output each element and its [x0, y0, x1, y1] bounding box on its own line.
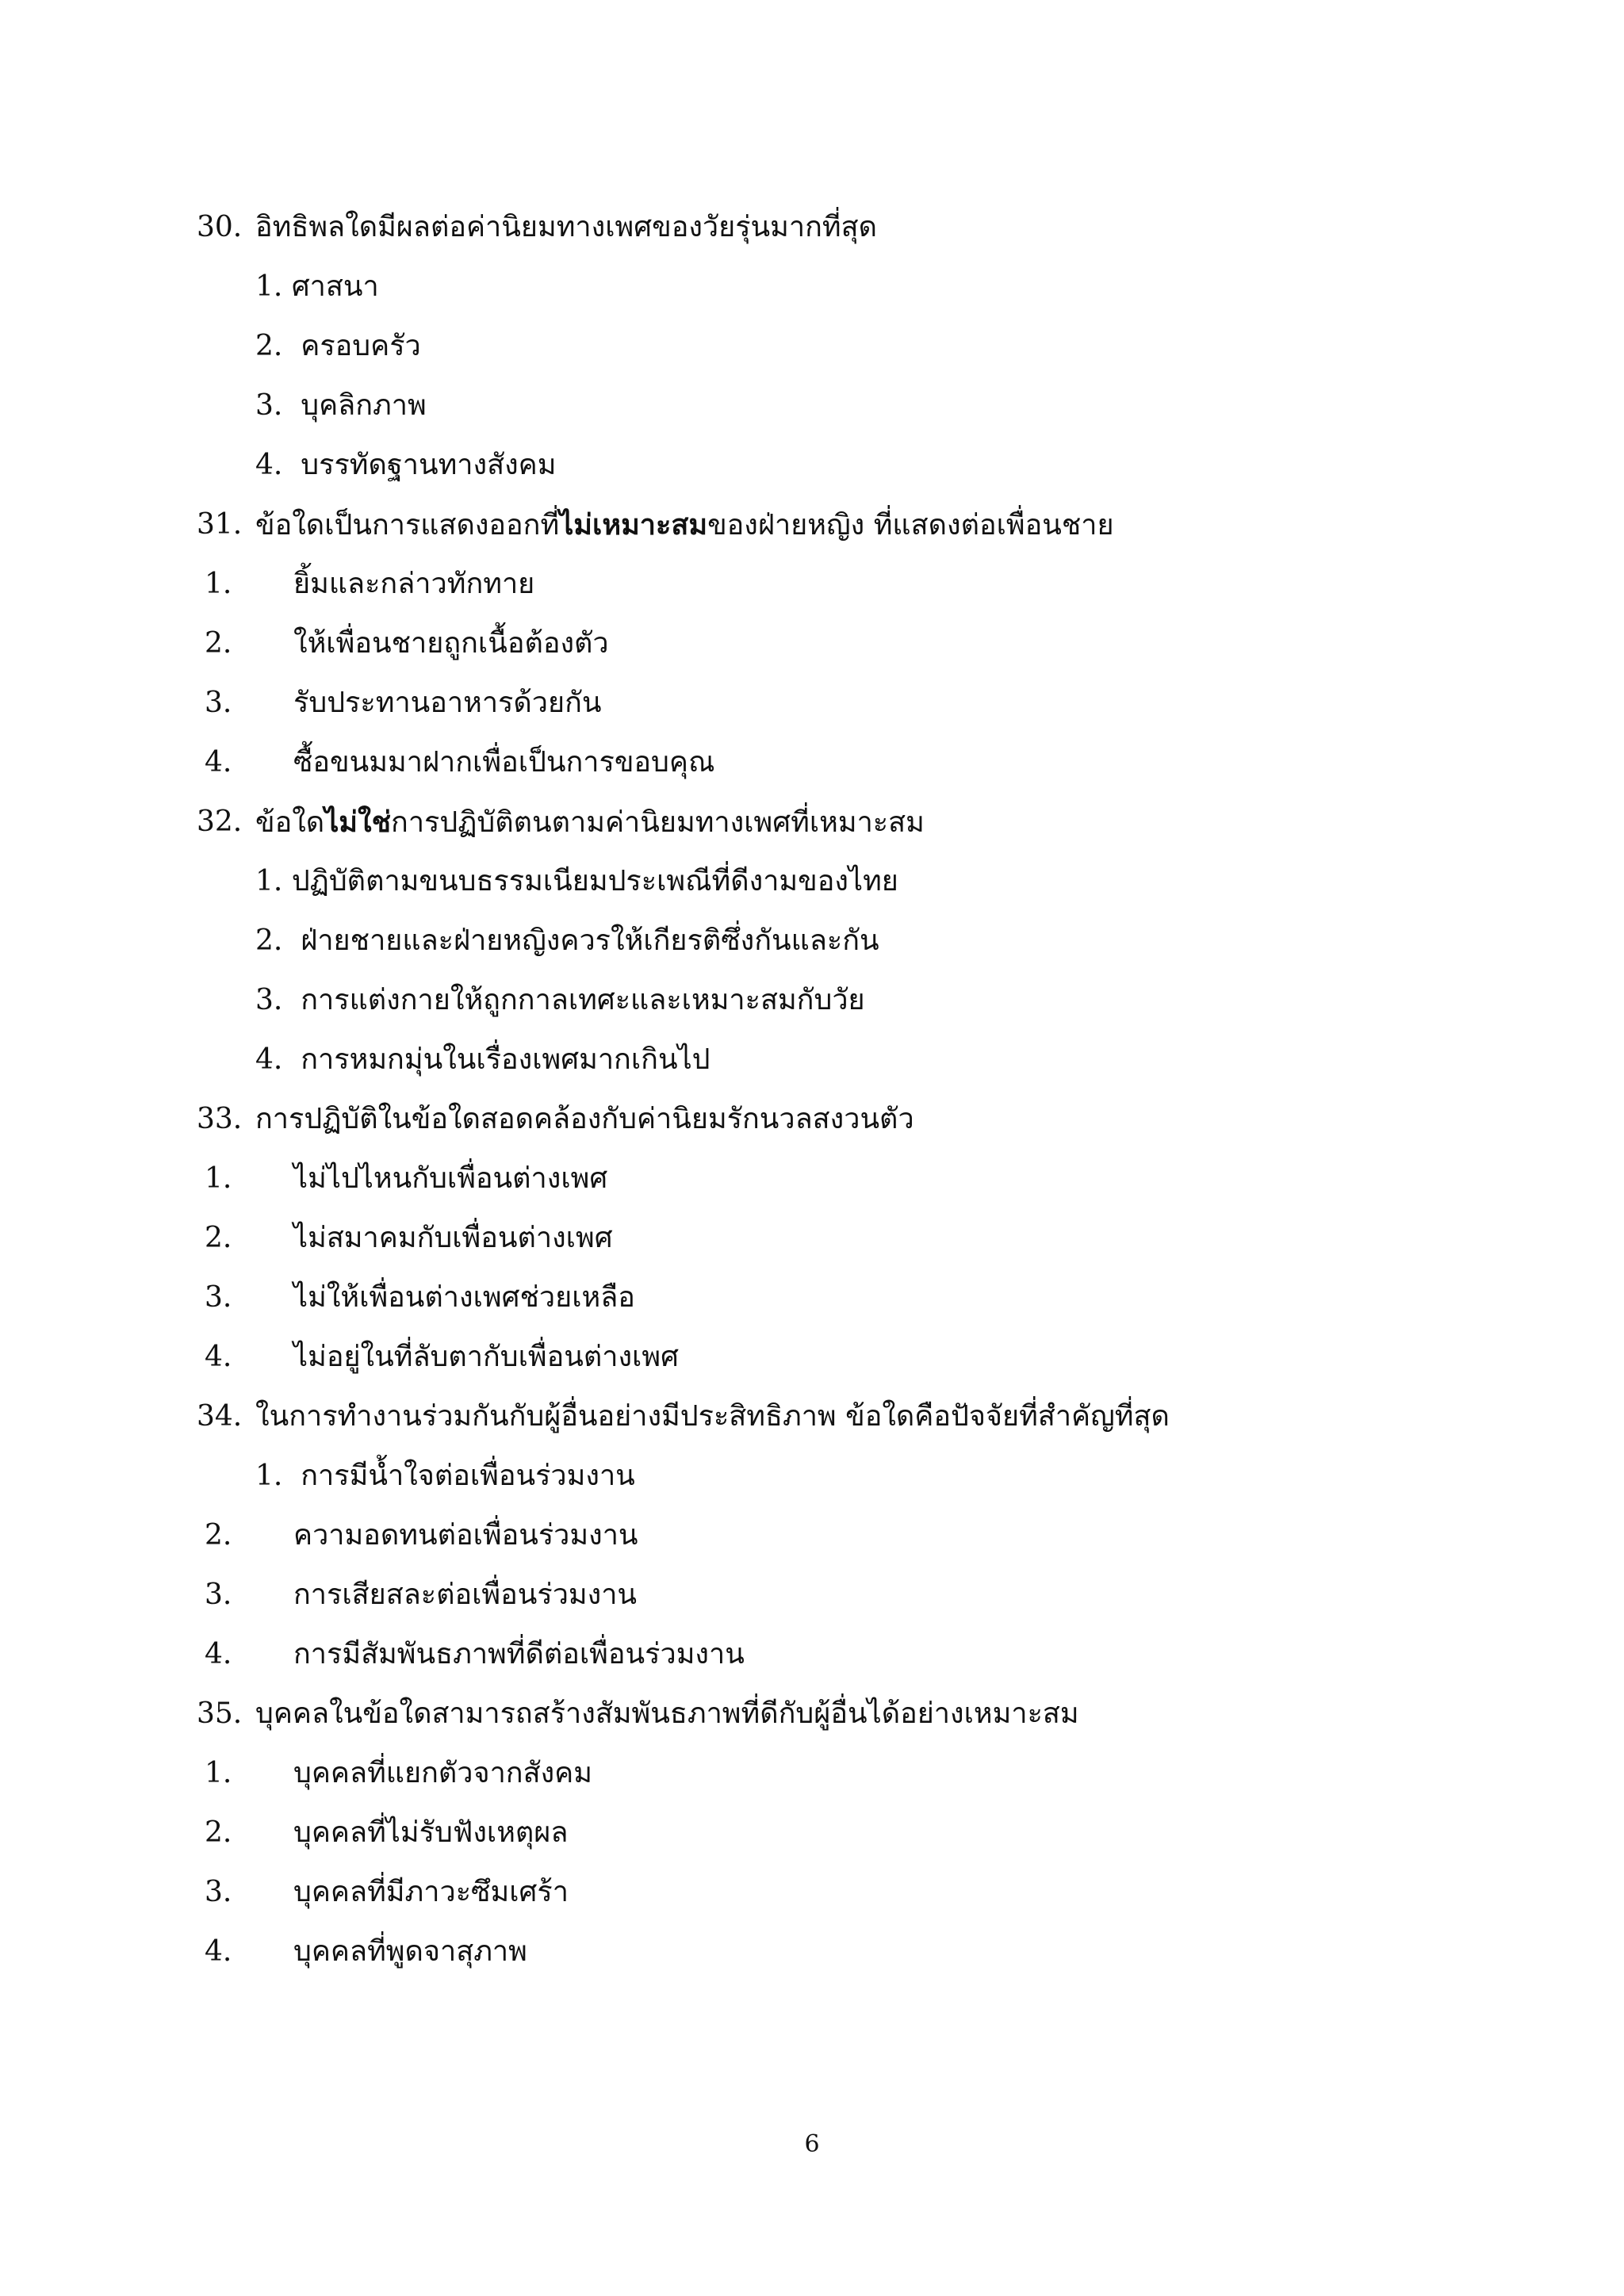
option: 2. ฝ่ายชายและฝ่ายหญิงควรให้เกียรติซึ่งกันและกัน	[255, 924, 879, 957]
question-text: การปฏิบัติในข้อใดสอดคล้องกับค่านิยมรักนวลสงวนตัว	[255, 1103, 914, 1135]
option-text: บุคคลที่แยกตัวจากสังคม	[293, 1757, 592, 1789]
option-text: บุคคลที่มีภาวะซึมเศร้า	[293, 1876, 569, 1908]
option: 2. ครอบครัว	[255, 330, 421, 362]
option: 3. บุคลิกภาพ	[255, 389, 427, 422]
question-number: 35.	[197, 1697, 243, 1730]
option-number: 1.	[205, 1757, 232, 1789]
option-number: 2.	[205, 1222, 232, 1254]
option-text: ไม่สมาคมกับเพื่อนต่างเพศ	[293, 1222, 613, 1254]
option-number: 4.	[205, 1341, 232, 1373]
option-text: รับประทานอาหารด้วยกัน	[293, 687, 602, 719]
question-number: 33.	[197, 1103, 243, 1135]
question-number: 32.	[197, 806, 243, 838]
question-text: ข้อใดไม่ใช่การปฏิบัติตนตามค่านิยมทางเพศที่เหมาะสม	[255, 806, 925, 839]
option-number: 2.	[205, 627, 232, 660]
option-text: บุคคลที่พูดจาสุภาพ	[293, 1935, 527, 1968]
option-text: ยิ้มและกล่าวทักทาย	[293, 568, 535, 600]
option-text: การมีสัมพันธภาพที่ดีต่อเพื่อนร่วมงาน	[293, 1638, 745, 1670]
question-text: ข้อใดเป็นการแสดงออกที่ไม่เหมาะสมของฝ่ายหญิง ที่แสดงต่อเพื่อนชาย	[255, 508, 1114, 541]
option: 4. การหมกมุ่นในเรื่องเพศมากเกินไป	[255, 1043, 710, 1076]
option-number: 3.	[205, 1876, 232, 1908]
question-text: บุคคลในข้อใดสามารถสร้างสัมพันธภาพที่ดีกับผู้อื่นได้อย่างเหมาะสม	[255, 1697, 1079, 1730]
option: 4. บรรทัดฐานทางสังคม	[255, 449, 557, 481]
option: 3. การแต่งกายให้ถูกกาลเทศะและเหมาะสมกับวัย	[255, 984, 865, 1016]
option-text: ความอดทนต่อเพื่อนร่วมงาน	[293, 1519, 638, 1552]
option-number: 1.	[205, 568, 232, 600]
option: 1. ศาสนา	[255, 270, 379, 303]
option-number: 3.	[205, 687, 232, 719]
option-text: การเสียสละต่อเพื่อนร่วมงาน	[293, 1578, 638, 1611]
option-number: 3.	[205, 1281, 232, 1314]
option-number: 4.	[205, 746, 232, 779]
option-text: ให้เพื่อนชายถูกเนื้อต้องตัว	[293, 627, 609, 660]
option-number: 2.	[205, 1519, 232, 1552]
question-number: 31.	[197, 508, 243, 541]
option: 1. การมีน้ำใจต่อเพื่อนร่วมงาน	[255, 1460, 635, 1492]
option-text: ไม่ให้เพื่อนต่างเพศช่วยเหลือ	[293, 1281, 635, 1314]
option-number: 1.	[205, 1162, 232, 1195]
option-text: ซื้อขนมมาฝากเพื่อเป็นการขอบคุณ	[293, 746, 715, 779]
option-number: 2.	[205, 1816, 232, 1849]
option-text: ไม่ไปไหนกับเพื่อนต่างเพศ	[293, 1162, 608, 1195]
question-number: 34.	[197, 1400, 243, 1433]
option-number: 4.	[205, 1638, 232, 1670]
question-number: 30.	[197, 211, 243, 243]
question-text: อิทธิพลใดมีผลต่อค่านิยมทางเพศของวัยรุ่นมากที่สุด	[255, 211, 877, 243]
option-number: 4.	[205, 1935, 232, 1968]
question-text: ในการทำงานร่วมกันกับผู้อื่นอย่างมีประสิทธิภาพ ข้อใดคือปัจจัยที่สำคัญที่สุด	[255, 1400, 1170, 1433]
option-text: บุคคลที่ไม่รับฟังเหตุผล	[293, 1816, 569, 1849]
page-number: 6	[804, 2130, 820, 2158]
option-number: 3.	[205, 1578, 232, 1611]
option: 1. ปฏิบัติตามขนบธรรมเนียมประเพณีที่ดีงามของไทย	[255, 865, 898, 897]
option-text: ไม่อยู่ในที่ลับตากับเพื่อนต่างเพศ	[293, 1341, 679, 1373]
